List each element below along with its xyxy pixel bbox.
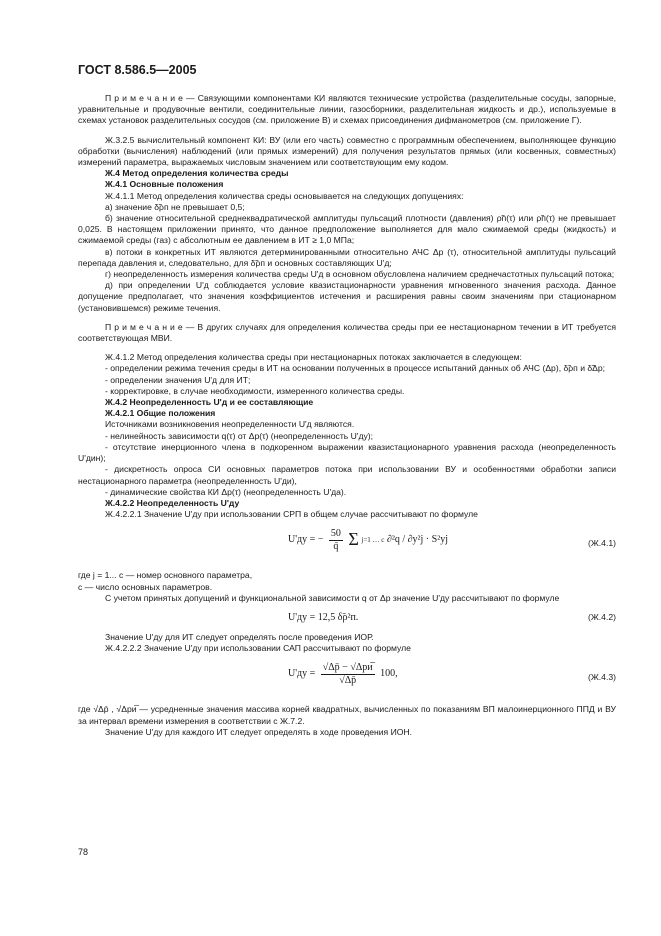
equation-number: (Ж.4.2): [588, 611, 616, 622]
paragraph: Ж.4.2.2.2 Значение U'ду при использовании САП рассчитывают по формуле: [105, 643, 411, 654]
text-group-1: [78, 93, 616, 520]
paragraph: П р и м е ч а н и е — В других случаях для определения количества среды при ее нестационарном течении в ИТ требуется соответствующая МВИ.: [78, 321, 616, 344]
paragraph: - определении значения U'д для ИТ;: [105, 374, 251, 385]
paragraph: С учетом принятых допущений и функциональной зависимости q от Δp значение U'ду рассчитывают по формуле: [105, 592, 560, 603]
paragraph: Ж.4 Метод определения количества среды: [105, 168, 289, 179]
text-group-4: [78, 704, 616, 738]
equation-number: (Ж.4.3): [588, 672, 616, 683]
equation-fraction: [321, 662, 375, 685]
paragraph: Ж.3.2.5 вычислительный компонент КИ: ВУ (или его часть) совместно с программным обеспечением, выполняющее функцию обработки (вычисления) наблюдений (или прямых измерений) для получения результатов прямых (или косвенных, совместных) измерений параметра, выражаемых числовым значением или соответствующим ему кодом.: [78, 134, 616, 168]
equation-lhs: U'ду =: [288, 668, 316, 680]
paragraph: Ж.4.2.2 Неопределенность U'ду: [105, 497, 240, 508]
paragraph: г) неопределенность измерения количества среды U'д в основном обусловлена наличием среднечастотных пульсаций потока;: [105, 269, 615, 280]
fraction-numerator: √Δp̄ − √Δpи̅: [322, 662, 373, 674]
sum-limits: j=1 … c: [361, 536, 385, 545]
equation-zh-4-1: [78, 526, 616, 566]
equation-zh-4-3: [78, 660, 616, 700]
paragraph: - динамические свойства КИ Δp(τ) (неопределенность U'да).: [105, 486, 347, 497]
equation-tail: 100,: [380, 668, 398, 680]
equation-expression: U'ду = 12,5 δ̃ρ²п.: [288, 611, 359, 623]
page-header: ГОСТ 8.586.5—2005: [78, 63, 197, 77]
paragraph: - корректировке, в случае необходимости, измеренного количества среды.: [105, 385, 405, 396]
paragraph: Ж.4.2 Неопределенность U'д и ее составляющие: [105, 397, 314, 408]
fraction-denominator: √Δp̄: [339, 674, 357, 686]
paragraph: - нелинейность зависимости q(τ) от Δp(τ) (неопределенность U'ду);: [105, 430, 374, 441]
paragraph: Значение U'ду для ИТ следует определять после проведения ИОР.: [105, 631, 374, 642]
page-content: [78, 93, 616, 738]
text-group-3: [78, 632, 616, 654]
equation-fraction: [329, 528, 343, 551]
paragraph: - дискретность опроса СИ основных параметров потока при использовании ВУ и особенностями обработки записи нестационарного параметра (неопределенность U'ди),: [78, 464, 616, 486]
paragraph: где √Δp̄ , √Δpи̅ — усредненные значения массива корней квадратных, вычисленных по показаниям ВП малоинерционного ППД и ВУ за интервал времени измерения в соответствии с Ж.7.2.: [78, 704, 616, 726]
equation-body: ∂²q / ∂y²j · S²yj: [386, 534, 448, 546]
paragraph: Ж.4.2.2.1 Значение U'ду при использовании СРП в общем случае рассчитывают по формуле: [105, 509, 478, 520]
paragraph: а) значение δ̃ρп не превышает 0,5;: [105, 201, 245, 212]
paragraph: c — число основных параметров.: [78, 581, 213, 592]
fraction-denominator: q̄: [333, 540, 339, 552]
paragraph: - определении режима течения среды в ИТ на основании полученных в процессе испытаний данных об АЧС (Δp), δ̃ρп и δ̃Δp;: [105, 363, 606, 374]
paragraph: Ж.4.1.1 Метод определения количества среды основывается на следующих допущениях:: [105, 190, 464, 201]
fraction-numerator: 50: [330, 528, 341, 540]
paragraph: где j = 1... c — номер основного параметра,: [78, 570, 253, 581]
paragraph: - отсутствие инерционного члена в подкоренном выражении квазистационарного уравнения расхода (неопределенность U'дин);: [78, 441, 616, 464]
paragraph: б) значение относительной среднеквадратической амплитуды пульсаций плотности (давления) ρ̃п(τ) или ρ̃п(τ) не превышает 0,025. В настоящем приложении принято, что данное предположение выполняется для мало сжимаемой среды (жидкость) и сжимаемой среды (газ) с абсолютным ее давлением в ИТ ≥ 1,0 МПа;: [78, 213, 616, 246]
paragraph: Источниками возникновения неопределенности U'д являются.: [105, 419, 355, 430]
sum-symbol: Σ: [348, 529, 359, 550]
equation-expression: [288, 662, 398, 685]
paragraph: д) при определении U'д соблюдается условие квазистационарности уравнения мгновенного значения расхода. Данное допущение предполагает, что значения коэффициентов истечения и расширения равны своим значениям при стационарном (установившемся) режиме течения.: [78, 280, 616, 313]
paragraph: в) потоки в конкретных ИТ являются детерминированными относительно АЧС Δp (τ), относительной амплитуды пульсаций перепада давления и, следовательно, для δ̃ρп и основных составляющих U'д;: [78, 246, 616, 268]
text-group-2: [78, 570, 616, 604]
paragraph: Значение U'ду для каждого ИТ следует определять в ходе проведения ИОН.: [105, 726, 413, 737]
equation-number: (Ж.4.1): [588, 538, 616, 549]
equation-expression: [288, 528, 448, 551]
page-number: 78: [78, 847, 89, 857]
equation-zh-4-2: [78, 610, 616, 628]
equation-lhs: U'ду = −: [288, 534, 324, 546]
paragraph: Ж.4.2.1 Общие положения: [105, 408, 216, 419]
paragraph: Ж.4.1.2 Метод определения количества среды при нестационарных потоках заключается в следующем:: [105, 352, 522, 363]
paragraph: П р и м е ч а н и е — Связующими компонентами КИ являются технические устройства (разделительные сосуды, запорные, уравнительные и продувочные вентили, соединительные линии, газосборники, разделительная жидкость и др.), используемые в схемах установок разделительных сосудов (см. приложение В) и схемах присоединения дифманометров (см. приложение Г).: [78, 93, 616, 126]
paragraph: Ж.4.1 Основные положения: [105, 179, 224, 190]
